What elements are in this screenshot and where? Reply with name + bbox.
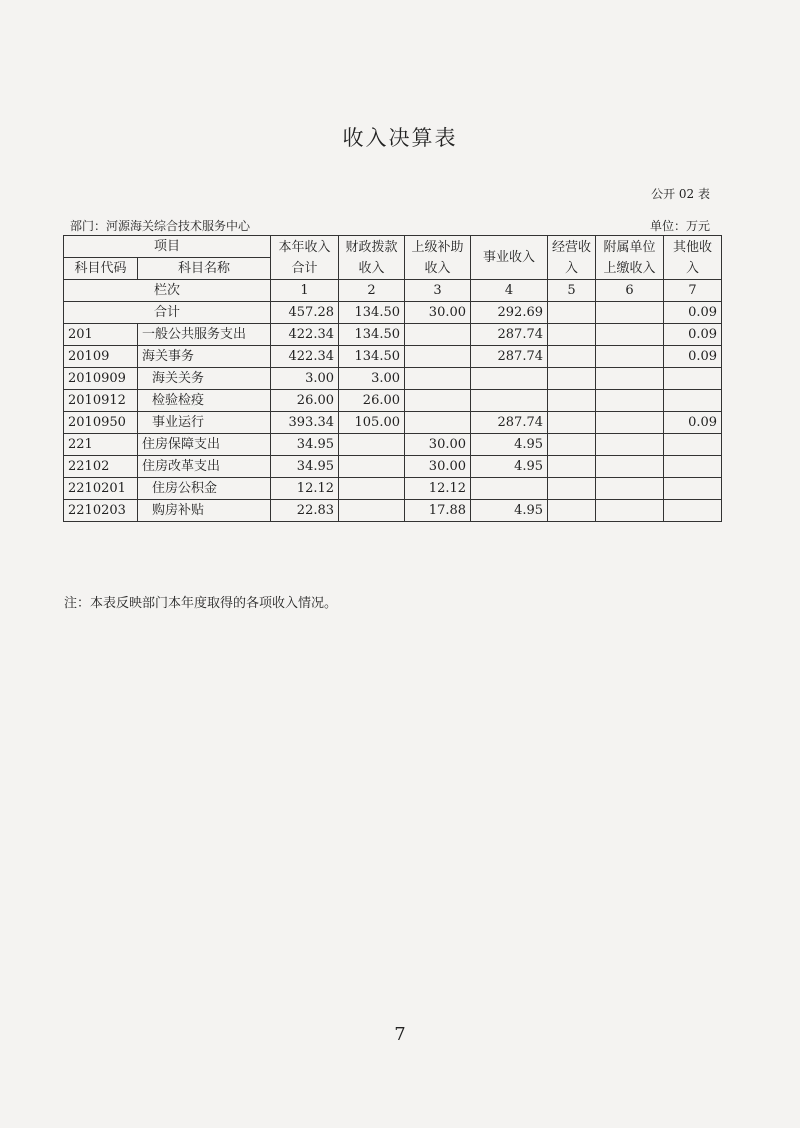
cell-v6 [596, 302, 664, 324]
row-name: 检验检疫 [138, 390, 271, 412]
index-cell: 1 [271, 280, 339, 302]
cell-v3: 30.00 [405, 456, 471, 478]
cell-v3: 30.00 [405, 302, 471, 324]
table-row [64, 346, 722, 368]
row-code: 2010912 [64, 390, 138, 412]
cell-v3: 30.00 [405, 434, 471, 456]
table-row [64, 368, 722, 390]
cell-v2 [339, 456, 405, 478]
header-col2: 财政拨款收入 [339, 236, 405, 280]
index-cell: 7 [664, 280, 722, 302]
index-cell: 5 [548, 280, 596, 302]
index-label: 栏次 [64, 280, 271, 302]
header-col3: 上级补助收入 [405, 236, 471, 280]
cell-v1: 22.83 [271, 500, 339, 522]
index-row [64, 280, 722, 302]
cell-v4: 287.74 [471, 412, 548, 434]
row-code: 221 [64, 434, 138, 456]
department-label: 部门：河源海关综合技术服务中心 [70, 219, 251, 233]
cell-v1: 393.34 [271, 412, 339, 434]
cell-v5 [548, 346, 596, 368]
index-cell: 4 [471, 280, 548, 302]
cell-v7 [664, 434, 722, 456]
cell-v2: 105.00 [339, 412, 405, 434]
cell-v6 [596, 434, 664, 456]
index-cell: 2 [339, 280, 405, 302]
cell-v3: 12.12 [405, 478, 471, 500]
row-code: 2210203 [64, 500, 138, 522]
cell-v1: 457.28 [271, 302, 339, 324]
cell-v1: 34.95 [271, 456, 339, 478]
header-col1: 本年收入合计 [271, 236, 339, 280]
cell-v4: 4.95 [471, 456, 548, 478]
cell-v4 [471, 478, 548, 500]
row-name: 住房公积金 [138, 478, 271, 500]
row-name: 事业运行 [138, 412, 271, 434]
cell-v5 [548, 478, 596, 500]
cell-v2 [339, 478, 405, 500]
cell-v7: 0.09 [664, 324, 722, 346]
cell-v2 [339, 434, 405, 456]
row-code: 22102 [64, 456, 138, 478]
cell-v2: 134.50 [339, 346, 405, 368]
cell-v3 [405, 390, 471, 412]
cell-v4 [471, 390, 548, 412]
cell-v2: 3.00 [339, 368, 405, 390]
table-row [64, 324, 722, 346]
row-name: 一般公共服务支出 [138, 324, 271, 346]
form-number: 公开 02 表 [651, 187, 710, 201]
row-code: 2210201 [64, 478, 138, 500]
header-code: 科目代码 [64, 258, 138, 280]
row-code: 2010909 [64, 368, 138, 390]
row-name: 海关事务 [138, 346, 271, 368]
cell-v1: 34.95 [271, 434, 339, 456]
table-row [64, 412, 722, 434]
cell-v5 [548, 368, 596, 390]
cell-v1: 422.34 [271, 324, 339, 346]
cell-v7 [664, 368, 722, 390]
index-cell: 3 [405, 280, 471, 302]
cell-v3 [405, 368, 471, 390]
cell-v4: 287.74 [471, 346, 548, 368]
cell-v5 [548, 412, 596, 434]
index-cell: 6 [596, 280, 664, 302]
cell-v5 [548, 456, 596, 478]
cell-v4: 4.95 [471, 500, 548, 522]
cell-v7 [664, 500, 722, 522]
header-col7: 其他收入 [664, 236, 722, 280]
table-row [64, 434, 722, 456]
cell-v6 [596, 346, 664, 368]
cell-v2: 134.50 [339, 324, 405, 346]
cell-v5 [548, 390, 596, 412]
cell-v3 [405, 346, 471, 368]
table-row [64, 302, 722, 324]
cell-v4: 287.74 [471, 324, 548, 346]
cell-v1: 12.12 [271, 478, 339, 500]
page-title: 收入决算表 [342, 126, 458, 150]
header-col5: 经营收入 [548, 236, 596, 280]
cell-v1: 3.00 [271, 368, 339, 390]
header-item: 项目 [64, 236, 271, 258]
header-col4: 事业收入 [471, 236, 548, 280]
cell-v7 [664, 390, 722, 412]
row-name: 合计 [64, 302, 271, 324]
cell-v1: 26.00 [271, 390, 339, 412]
row-name: 住房改革支出 [138, 456, 271, 478]
table-row [64, 456, 722, 478]
cell-v3: 17.88 [405, 500, 471, 522]
cell-v3 [405, 324, 471, 346]
table-row [64, 390, 722, 412]
cell-v6 [596, 500, 664, 522]
header-name: 科目名称 [138, 258, 271, 280]
header-col6: 附属单位上缴收入 [596, 236, 664, 280]
cell-v5 [548, 434, 596, 456]
cell-v7 [664, 456, 722, 478]
row-name: 购房补贴 [138, 500, 271, 522]
row-name: 海关关务 [138, 368, 271, 390]
cell-v4 [471, 368, 548, 390]
table-row [64, 478, 722, 500]
cell-v7: 0.09 [664, 346, 722, 368]
income-table [63, 235, 722, 522]
cell-v4: 4.95 [471, 434, 548, 456]
cell-v5 [548, 500, 596, 522]
cell-v3 [405, 412, 471, 434]
cell-v7: 0.09 [664, 412, 722, 434]
cell-v1: 422.34 [271, 346, 339, 368]
cell-v6 [596, 324, 664, 346]
cell-v5 [548, 324, 596, 346]
cell-v2: 134.50 [339, 302, 405, 324]
cell-v4: 292.69 [471, 302, 548, 324]
cell-v5 [548, 302, 596, 324]
cell-v6 [596, 478, 664, 500]
cell-v2 [339, 500, 405, 522]
cell-v6 [596, 412, 664, 434]
cell-v6 [596, 368, 664, 390]
table-note: 注：本表反映部门本年度取得的各项收入情况。 [64, 596, 338, 611]
row-code: 2010950 [64, 412, 138, 434]
cell-v7: 0.09 [664, 302, 722, 324]
row-code: 20109 [64, 346, 138, 368]
page-number: 7 [394, 1024, 406, 1045]
cell-v6 [596, 390, 664, 412]
cell-v7 [664, 478, 722, 500]
table-row [64, 500, 722, 522]
cell-v2: 26.00 [339, 390, 405, 412]
unit-label: 单位：万元 [649, 219, 710, 233]
row-name: 住房保障支出 [138, 434, 271, 456]
row-code: 201 [64, 324, 138, 346]
cell-v6 [596, 456, 664, 478]
